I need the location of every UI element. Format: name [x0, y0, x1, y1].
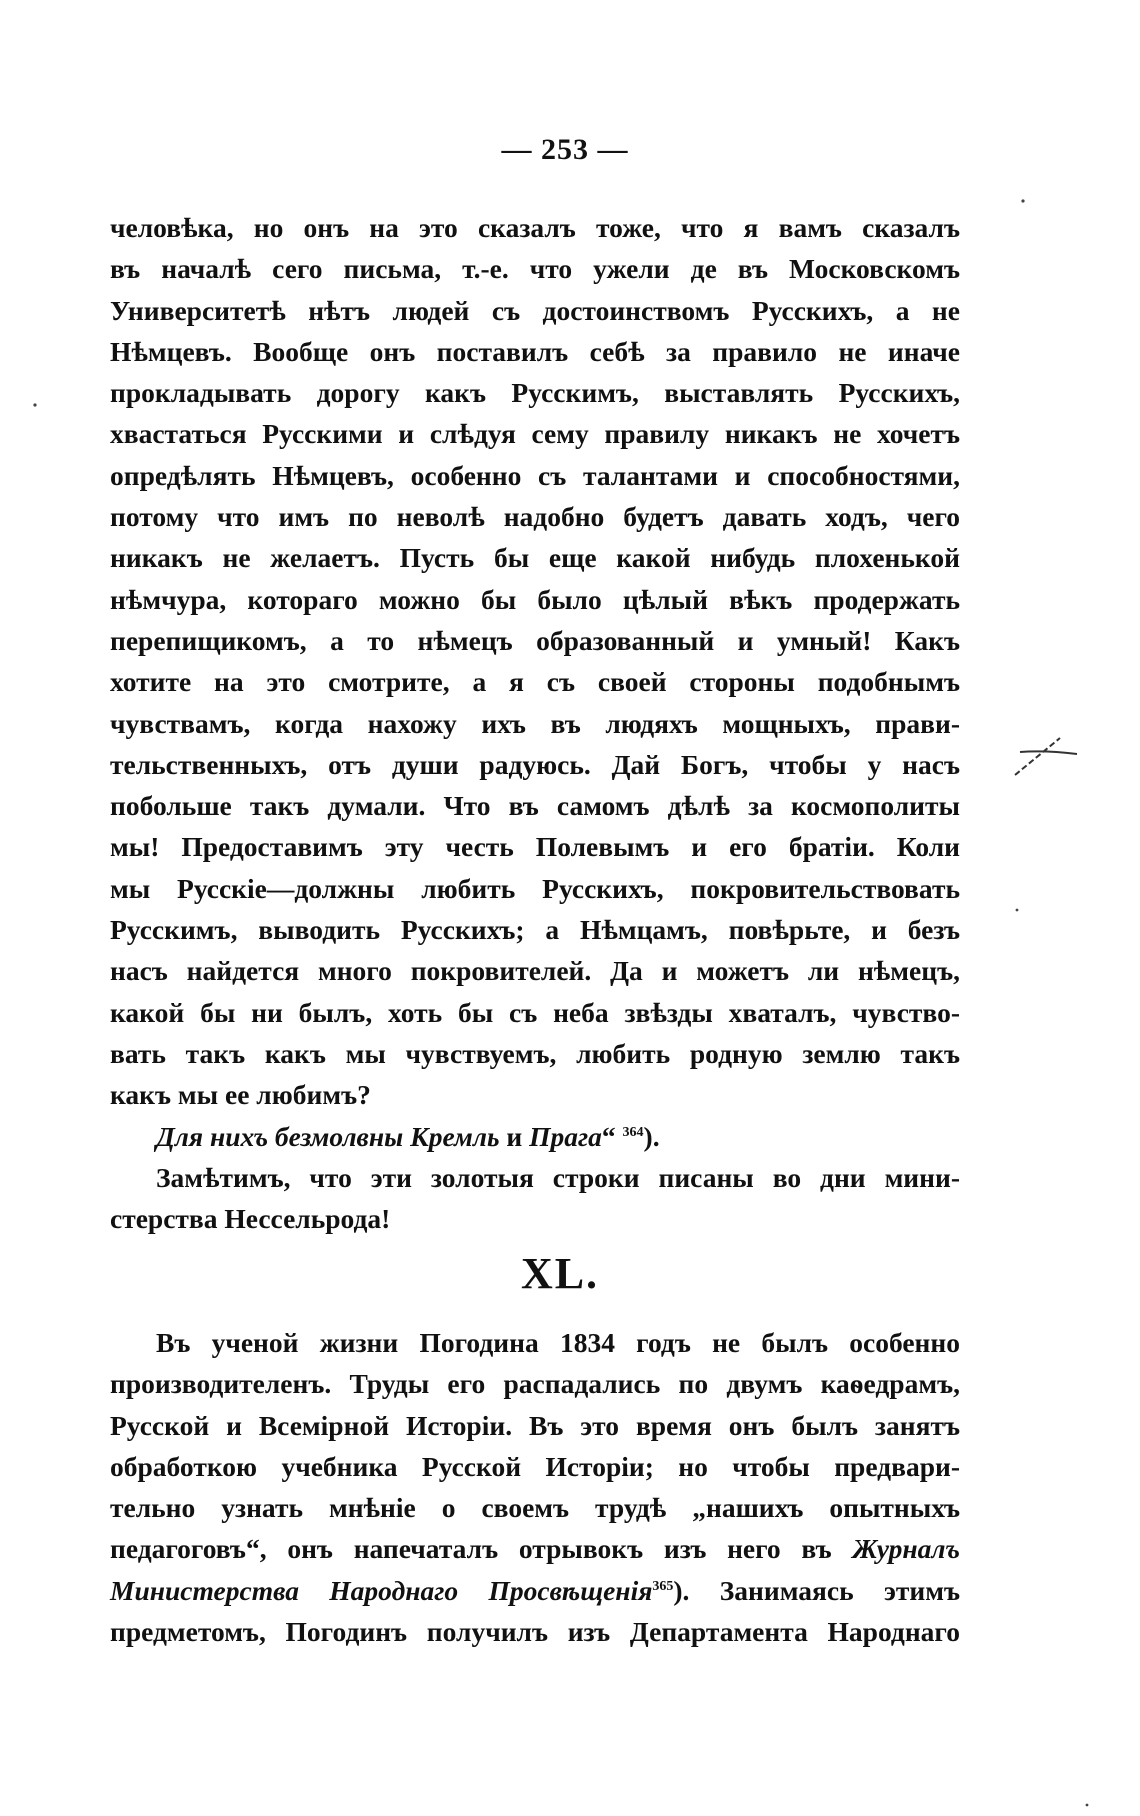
letter-text-block — [110, 207, 960, 1239]
text-line: Замѣтимъ, что эти золотыя строки писаны во дни мини- — [156, 1161, 960, 1193]
text-line: перепищикомъ, а то нѣмецъ образованный и умный! Какъ — [110, 624, 960, 656]
text-line: опредѣлять Нѣмцевъ, особенно съ талантами и способностями, — [110, 459, 960, 491]
text-line-with-italic — [110, 1528, 960, 1569]
quote-close: ). — [643, 1120, 660, 1152]
verse-quote-line — [110, 1116, 960, 1157]
journal-title-italic: Министерства Народнаго Просвѣщенія — [110, 1574, 653, 1606]
text-line: никакъ не желаетъ. Пусть бы еще какой нибудь плохенькой — [110, 542, 960, 574]
quote-conjunction: и — [499, 1120, 530, 1152]
text-line: производителенъ. Труды его распадались по двумъ каѳедрамъ, — [110, 1368, 960, 1400]
footnote-ref: 364 — [622, 1124, 644, 1140]
text-line: побольше такъ думали. Что въ самомъ дѣлѣ за космополиты — [110, 790, 960, 822]
text-line: чувствамъ, когда нахожу ихъ въ людяхъ мощныхъ, прави- — [110, 707, 960, 739]
text-line: какъ мы ее любимъ? — [110, 1079, 371, 1111]
text-line: Нѣмцевъ. Вообще онъ поставилъ себѣ за правило не иначе — [110, 335, 960, 367]
text-line: нѣмчура, котораго можно бы было цѣлый вѣкъ продержать — [110, 583, 960, 615]
text-line: какой бы ни былъ, хоть бы съ неба звѣзды хваталъ, чувство- — [110, 996, 960, 1028]
text-line: стерства Нессельрода! — [110, 1203, 391, 1235]
text-line: Русской и Всемірной Исторіи. Въ это время онъ былъ занятъ — [110, 1409, 960, 1441]
ink-speck-mark-icon — [30, 400, 40, 410]
text-line: прокладывать дорогу какъ Русскимъ, выставлять Русскихъ, — [110, 377, 960, 409]
text-line: Университетѣ нѣтъ людей съ достоинствомъ Русскихъ, а не — [110, 294, 960, 326]
ink-speck-mark-icon — [1082, 1800, 1092, 1810]
text-line: тельно узнать мнѣніе о своемъ трудѣ „нашихъ опытныхъ — [110, 1492, 960, 1524]
footnote-ref: 365 — [652, 1578, 674, 1594]
text-line: потому что имъ по неволѣ надобно будетъ давать ходъ, чего — [110, 501, 960, 533]
quote-mark: “ — [601, 1120, 616, 1152]
text-line: предметомъ, Погодинъ получилъ изъ Департамента Народнаго — [110, 1616, 960, 1648]
chapter-heading: XL. — [520, 1249, 600, 1298]
text-line: Русскимъ, выводить Русскихъ; а Нѣмцамъ, повѣрьте, и безъ — [110, 914, 960, 946]
journal-title-italic: Журналъ — [852, 1533, 960, 1565]
quote-italic-part: Для нихъ безмолвны Кремль — [156, 1120, 500, 1152]
text-line: человѣка, но онъ на это сказалъ тоже, что я вамъ сказалъ — [110, 212, 960, 243]
text-line: мы Русскіе—должны любить Русскихъ, покровительствовать — [110, 872, 960, 904]
page-number: — 253 — — [501, 133, 629, 166]
text-line: насъ найдется много покровителей. Да и можетъ ли нѣмецъ, — [110, 955, 960, 987]
text-line: въ началѣ сего письма, т.-е. что ужели де въ Московскомъ — [110, 253, 960, 285]
text-line: обработкою учебника Русской Исторіи; но чтобы предвари- — [110, 1450, 960, 1482]
text-line: Въ ученой жизни Погодина 1834 годъ не былъ особенно — [156, 1327, 960, 1358]
text-line: хвастаться Русскими и слѣдуя сему правилу никакъ не хочетъ — [110, 418, 960, 450]
text-line-with-italic — [110, 1570, 960, 1611]
quote-italic-part: Прага — [529, 1120, 602, 1152]
ink-speck-mark-icon — [1018, 196, 1028, 206]
text-line: вать такъ какъ мы чувствуемъ, любить родную землю такъ — [110, 1037, 960, 1069]
pencil-cross-mark-icon — [1005, 730, 1085, 780]
text-line: мы! Предоставимъ эту честь Полевымъ и его братіи. Коли — [110, 831, 960, 863]
text-line: хотите на это смотрите, а я съ своей стороны подобнымъ — [110, 666, 960, 698]
line-text: ). Занимаясь этимъ — [673, 1574, 960, 1606]
line-text: педагоговъ“, онъ напечаталъ отрывокъ изъ него въ — [110, 1533, 853, 1565]
text-line: тельственныхъ, отъ души радуюсь. Дай Богъ, чтобы у насъ — [110, 748, 960, 780]
chapter-text-block — [110, 1322, 960, 1652]
ink-speck-mark-icon — [1012, 905, 1022, 915]
